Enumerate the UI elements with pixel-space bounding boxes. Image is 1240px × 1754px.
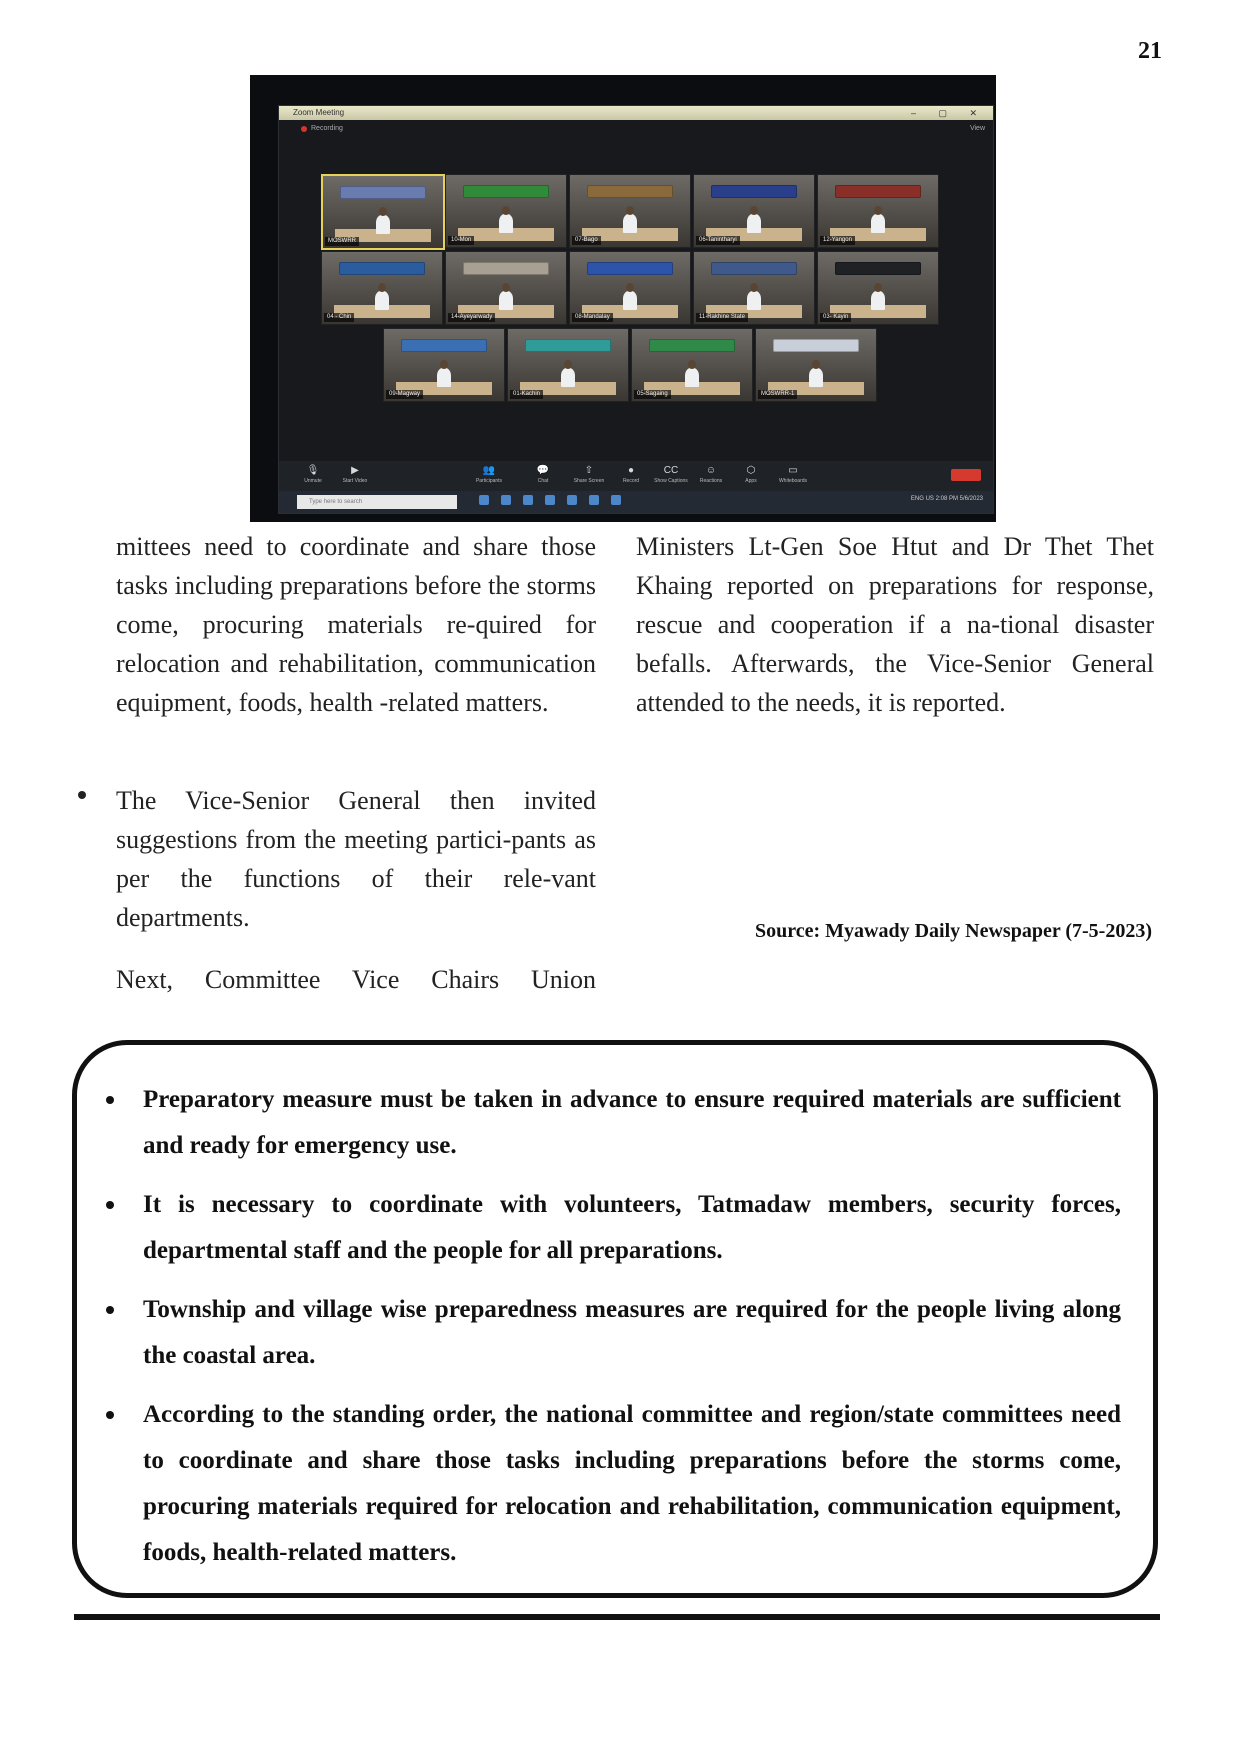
participant-name: 04 - Chin: [324, 313, 354, 322]
toolbar-label: Chat: [537, 478, 549, 484]
participant-name: MOSWRR-1: [758, 390, 797, 399]
bullet-icon: [78, 791, 86, 799]
recording-label: Recording: [311, 125, 343, 132]
participant-figure: [499, 291, 513, 310]
article-right-column: [636, 527, 1154, 722]
participant-figure: [375, 291, 389, 310]
video-tile: [693, 174, 815, 248]
window-titlebar: [279, 106, 993, 120]
toolbar-label: Participants: [475, 478, 503, 484]
captions-icon: CC: [663, 465, 679, 476]
video-tile: [693, 251, 815, 325]
tile-banner: [711, 185, 797, 198]
participant-name: 10-Mon: [448, 236, 474, 245]
video-tile: [321, 174, 445, 250]
leave-button: [951, 469, 981, 481]
bullet-icon: [106, 1201, 114, 1209]
tile-banner: [835, 262, 921, 275]
article-left-column: [116, 527, 596, 722]
video-tile: [321, 251, 443, 325]
participants-icon: 👥: [482, 465, 496, 476]
taskbar-tray: [911, 496, 983, 502]
tile-banner: [587, 262, 673, 275]
participant-name: 05-Sagaing: [634, 390, 671, 399]
microphone-icon: 🎙: [306, 465, 320, 476]
participant-name: 14-Ayeyarwady: [448, 313, 495, 322]
windows-taskbar: [279, 491, 993, 513]
toolbar-label: Share Screen: [573, 478, 605, 484]
video-tile: [507, 328, 629, 402]
toolbar-label: Unmute: [304, 478, 322, 484]
record-dot-icon: [301, 126, 307, 132]
video-tile: [569, 251, 691, 325]
meeting-toolbar: [279, 461, 993, 491]
conference-photo: [250, 75, 996, 522]
toolbar-label: Reactions: [699, 478, 723, 484]
taskbar-apps: [479, 495, 633, 507]
article-paragraph: mittees need to coordinate and share those tasks including preparations before the storms come, procuring materials re-quired for relocation and rehabilitation, communication equipment, foods, health -related matters.: [116, 532, 596, 717]
toolbar-share-screen: [569, 464, 609, 484]
bottom-rule: [74, 1614, 1160, 1620]
key-point: It is necessary to coordinate with volunteers, Tatmadaw members, security forces, departmental staff and the people for all preparations.: [103, 1182, 1121, 1274]
participant-name: 03- Kayin: [820, 313, 851, 322]
participant-figure: [623, 291, 637, 310]
toolbar-participants: [469, 464, 509, 484]
toolbar-label: Show Captions: [654, 478, 688, 484]
share-screen-icon: ⇧: [584, 465, 594, 476]
reactions-icon: ☺: [705, 465, 717, 476]
zoom-screen: [278, 105, 994, 514]
view-label: View: [969, 125, 985, 132]
article-paragraph-right: Ministers Lt-Gen Soe Htut and Dr Thet Thet Khaing reported on preparations for response, rescue and cooperation if a na-tional disaster befalls. Afterwards, the Vice-Senior General attended to the needs, it is reported.: [636, 532, 1154, 717]
participant-name: 09-Magway: [386, 390, 423, 399]
tile-banner: [339, 262, 425, 275]
toolbar-apps: [731, 464, 771, 484]
key-points-box: [72, 1040, 1158, 1598]
key-point: Township and village wise preparedness measures are required for the people living along the coastal area.: [103, 1287, 1121, 1379]
tray-language: ENG US: [910, 496, 934, 502]
video-tile: [755, 328, 877, 402]
key-point: Preparatory measure must be taken in advance to ensure required materials are sufficient and ready for emergency use.: [103, 1077, 1121, 1169]
participant-figure: [437, 368, 451, 387]
camera-icon: ▶: [351, 465, 359, 476]
bullet-icon: [106, 1096, 114, 1104]
toolbar-reactions: [691, 464, 731, 484]
toolbar-label: Start Video: [342, 478, 368, 484]
bullet-icon: [106, 1306, 114, 1314]
participant-figure: [499, 214, 513, 233]
apps-icon: ⬡: [746, 465, 756, 476]
key-point: According to the standing order, the national committee and region/state committees need to coordinate and share those tasks including preparations before the storms come, procuring materials required for relocation and rehabilitation, communication equipment, foods, health-related matters.: [103, 1392, 1121, 1576]
participant-name: 07-Bago: [572, 236, 601, 245]
participant-figure: [747, 291, 761, 310]
article-bullet-paragraph: The Vice-Senior General then invited suggestions from the meeting partici-pants as per the functions of their rele-vant departments.: [116, 786, 596, 932]
toolbar-label: Whiteboards: [778, 478, 808, 484]
toolbar-label: Record: [622, 478, 640, 484]
page-number: 21: [1138, 38, 1162, 64]
tile-banner: [340, 186, 426, 199]
toolbar-chat: [523, 464, 563, 484]
tray-time: 2:08 PM: [935, 496, 958, 502]
tile-banner: [463, 185, 549, 198]
participant-figure: [561, 368, 575, 387]
video-tile: [383, 328, 505, 402]
recording-row: [279, 122, 993, 136]
key-points-list: [103, 1077, 1121, 1589]
toolbar-record: [611, 464, 651, 484]
toolbar-show-captions: [651, 464, 691, 484]
tile-banner: [773, 339, 859, 352]
participant-figure: [871, 291, 885, 310]
participant-figure: [871, 214, 885, 233]
participant-figure: [685, 368, 699, 387]
tile-banner: [525, 339, 611, 352]
article-paragraph-next: Next, Committee Vice Chairs Union: [116, 965, 596, 994]
toolbar-whiteboards: [773, 464, 813, 484]
tile-banner: [463, 262, 549, 275]
video-tile: [445, 251, 567, 325]
participant-name: 06-Tanintharyi: [696, 236, 740, 245]
video-tile: [445, 174, 567, 248]
window-controls: – ▢ ✕: [910, 108, 987, 118]
toolbar-start-video: [335, 464, 375, 484]
video-tile: [817, 251, 939, 325]
record-icon: ●: [627, 465, 635, 476]
participant-name: 08-Mandalay: [572, 313, 613, 322]
tile-banner: [587, 185, 673, 198]
participant-name: 01-Kachin: [510, 390, 543, 399]
participant-figure: [809, 368, 823, 387]
tile-banner: [711, 262, 797, 275]
participant-figure: [376, 215, 390, 234]
participant-name: 11-Rakhine State: [696, 313, 748, 322]
toolbar-label: Apps: [745, 478, 757, 484]
participant-figure: [747, 214, 761, 233]
participant-name: 12-Yangon: [820, 236, 855, 245]
video-tile: [631, 328, 753, 402]
video-tile: [569, 174, 691, 248]
source-citation: Source: Myawady Daily Newspaper (7-5-2023): [754, 920, 1152, 942]
participant-name: MOSWRR: [325, 237, 359, 246]
video-tile: [817, 174, 939, 248]
tile-banner: [649, 339, 735, 352]
tile-banner: [401, 339, 487, 352]
tile-banner: [835, 185, 921, 198]
whiteboard-icon: ▭: [788, 465, 798, 476]
chat-icon: 💬: [536, 465, 550, 476]
window-title: Zoom Meeting: [293, 108, 345, 117]
participant-figure: [623, 214, 637, 233]
bullet-icon: [106, 1411, 114, 1419]
toolbar-unmute: [293, 464, 333, 484]
taskbar-search: Type here to search: [297, 495, 457, 509]
tray-date: 5/6/2023: [959, 496, 983, 502]
